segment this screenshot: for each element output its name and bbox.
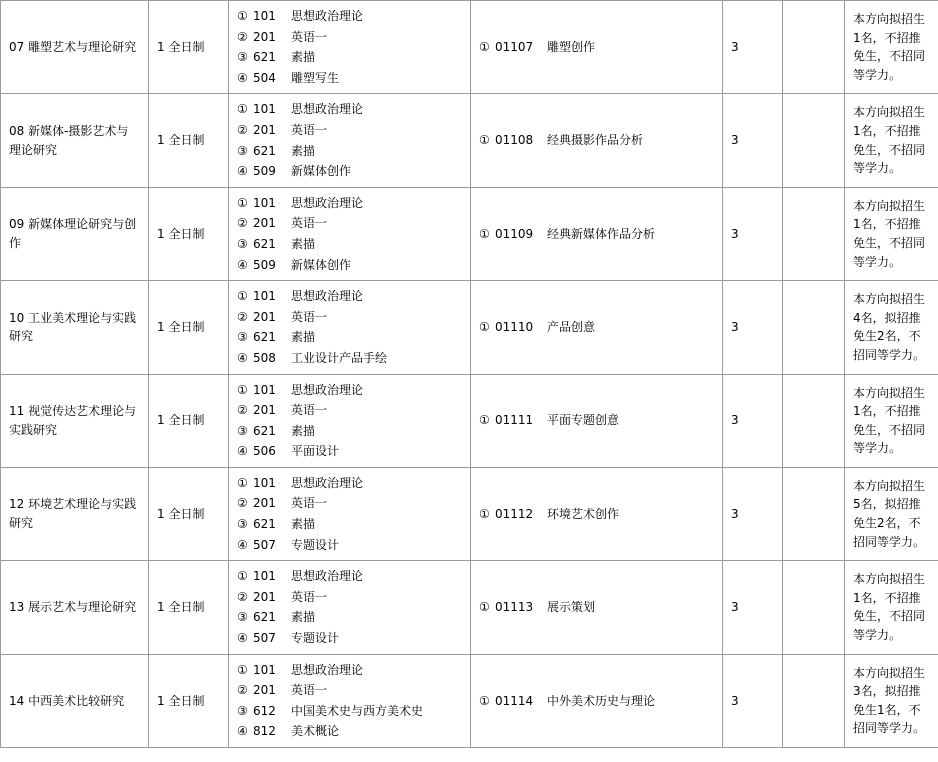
spacer-cell bbox=[783, 187, 845, 280]
subject-item bbox=[237, 536, 462, 555]
subject-name: 思想政治理论 bbox=[291, 475, 364, 490]
subject-code: 101 bbox=[253, 662, 276, 677]
retest-item bbox=[479, 598, 714, 617]
table-body bbox=[1, 1, 938, 748]
subject-code: 812 bbox=[253, 724, 276, 739]
table-row bbox=[1, 281, 938, 374]
retest-list bbox=[479, 411, 714, 430]
subject-item bbox=[237, 28, 462, 47]
subject-list bbox=[237, 381, 462, 461]
remark-cell: 本方向拟招生1名，不招推免生，不招同等学力。 bbox=[845, 187, 938, 280]
research-direction-cell: 09 新媒体理论研究与创作 bbox=[1, 187, 149, 280]
subject-code: 509 bbox=[253, 257, 276, 272]
subject-marker: ② bbox=[237, 589, 248, 604]
subject-item bbox=[237, 7, 462, 26]
subject-item bbox=[237, 567, 462, 586]
subject-name: 素描 bbox=[291, 236, 316, 251]
spacer-cell bbox=[783, 94, 845, 187]
subject-marker: ② bbox=[237, 496, 248, 511]
subject-marker: ① bbox=[237, 102, 248, 117]
initial-exam-subjects-cell bbox=[229, 561, 471, 654]
subject-code: 621 bbox=[253, 423, 276, 438]
initial-exam-subjects-cell bbox=[229, 94, 471, 187]
subject-marker: ① bbox=[237, 289, 248, 304]
subject-name: 思想政治理论 bbox=[291, 569, 364, 584]
planned-enrollment-cell: 3 bbox=[723, 561, 783, 654]
initial-exam-subjects-cell bbox=[229, 654, 471, 747]
remark-cell: 本方向拟招生3名，拟招推免生1名，不招同等学力。 bbox=[845, 654, 938, 747]
spacer-cell bbox=[783, 374, 845, 467]
subject-item bbox=[237, 474, 462, 493]
table-row bbox=[1, 561, 938, 654]
subject-name: 素描 bbox=[291, 517, 316, 532]
subject-item bbox=[237, 494, 462, 513]
study-mode-cell: 1 全日制 bbox=[149, 654, 229, 747]
subject-marker: ④ bbox=[237, 350, 248, 365]
initial-exam-subjects-cell bbox=[229, 281, 471, 374]
retest-subjects-cell bbox=[471, 281, 723, 374]
subject-name: 英语一 bbox=[291, 496, 328, 511]
subject-item bbox=[237, 515, 462, 534]
subject-marker: ③ bbox=[237, 236, 248, 251]
retest-code: 01111 bbox=[495, 413, 534, 428]
table-row bbox=[1, 374, 938, 467]
subject-item bbox=[237, 661, 462, 680]
subject-code: 201 bbox=[253, 122, 276, 137]
retest-code: 01112 bbox=[495, 506, 534, 521]
subject-list bbox=[237, 474, 462, 554]
subject-list bbox=[237, 7, 462, 87]
subject-code: 621 bbox=[253, 610, 276, 625]
subject-item bbox=[237, 256, 462, 275]
subject-item bbox=[237, 401, 462, 420]
retest-subjects-cell bbox=[471, 187, 723, 280]
table-row bbox=[1, 1, 938, 94]
subject-item bbox=[237, 722, 462, 741]
research-direction-cell: 11 视觉传达艺术理论与实践研究 bbox=[1, 374, 149, 467]
subject-item bbox=[237, 349, 462, 368]
subject-name: 素描 bbox=[291, 330, 316, 345]
study-mode-cell: 1 全日制 bbox=[149, 94, 229, 187]
retest-item bbox=[479, 318, 714, 337]
retest-item bbox=[479, 505, 714, 524]
subject-code: 201 bbox=[253, 683, 276, 698]
subject-name: 思想政治理论 bbox=[291, 289, 364, 304]
remark-cell: 本方向拟招生4名，拟招推免生2名，不招同等学力。 bbox=[845, 281, 938, 374]
retest-code: 01110 bbox=[495, 320, 534, 335]
subject-marker: ③ bbox=[237, 330, 248, 345]
subject-item bbox=[237, 235, 462, 254]
retest-name: 环境艺术创作 bbox=[547, 506, 620, 521]
retest-subjects-cell bbox=[471, 94, 723, 187]
subject-marker: ② bbox=[237, 309, 248, 324]
subject-name: 素描 bbox=[291, 423, 316, 438]
subject-marker: ④ bbox=[237, 631, 248, 646]
subject-item bbox=[237, 142, 462, 161]
subject-marker: ③ bbox=[237, 50, 248, 65]
retest-item bbox=[479, 225, 714, 244]
subject-name: 英语一 bbox=[291, 589, 328, 604]
planned-enrollment-cell: 3 bbox=[723, 467, 783, 560]
retest-list bbox=[479, 318, 714, 337]
subject-code: 507 bbox=[253, 631, 276, 646]
spacer-cell bbox=[783, 654, 845, 747]
subject-marker: ④ bbox=[237, 257, 248, 272]
subject-code: 621 bbox=[253, 236, 276, 251]
subject-name: 中国美术史与西方美术史 bbox=[291, 703, 424, 718]
planned-enrollment-cell: 3 bbox=[723, 281, 783, 374]
remark-cell: 本方向拟招生1名，不招推免生，不招同等学力。 bbox=[845, 1, 938, 94]
subject-code: 101 bbox=[253, 9, 276, 23]
subject-item bbox=[237, 308, 462, 327]
subject-code: 201 bbox=[253, 496, 276, 511]
subject-name: 英语一 bbox=[291, 122, 328, 137]
table-row bbox=[1, 187, 938, 280]
subject-name: 专题设计 bbox=[291, 537, 340, 552]
subject-name: 思想政治理论 bbox=[291, 382, 364, 397]
spacer-cell bbox=[783, 1, 845, 94]
subject-code: 612 bbox=[253, 703, 276, 718]
subject-marker: ② bbox=[237, 29, 248, 44]
subject-marker: ① bbox=[237, 662, 248, 677]
retest-name: 平面专题创意 bbox=[547, 413, 620, 428]
subject-list bbox=[237, 567, 462, 647]
subject-item bbox=[237, 100, 462, 119]
subject-name: 思想政治理论 bbox=[291, 195, 364, 210]
initial-exam-subjects-cell bbox=[229, 1, 471, 94]
retest-item bbox=[479, 411, 714, 430]
subject-marker: ③ bbox=[237, 610, 248, 625]
initial-exam-subjects-cell bbox=[229, 467, 471, 560]
retest-item bbox=[479, 692, 714, 711]
retest-list bbox=[479, 692, 714, 711]
planned-enrollment-cell: 3 bbox=[723, 654, 783, 747]
subject-marker: ① bbox=[237, 9, 248, 23]
subject-code: 621 bbox=[253, 517, 276, 532]
remark-cell: 本方向拟招生5名，拟招推免生2名，不招同等学力。 bbox=[845, 467, 938, 560]
planned-enrollment-cell: 3 bbox=[723, 187, 783, 280]
retest-subjects-cell bbox=[471, 561, 723, 654]
spacer-cell bbox=[783, 281, 845, 374]
retest-marker: ① bbox=[479, 693, 490, 708]
planned-enrollment-cell: 3 bbox=[723, 374, 783, 467]
subject-name: 平面设计 bbox=[291, 444, 340, 459]
subject-marker: ① bbox=[237, 195, 248, 210]
table-row bbox=[1, 94, 938, 187]
study-mode-cell: 1 全日制 bbox=[149, 467, 229, 560]
subject-name: 英语一 bbox=[291, 309, 328, 324]
retest-code: 01114 bbox=[495, 693, 534, 708]
subject-name: 新媒体创作 bbox=[291, 257, 352, 272]
retest-list bbox=[479, 38, 714, 57]
subject-item bbox=[237, 69, 462, 88]
planned-enrollment-cell: 3 bbox=[723, 1, 783, 94]
retest-list bbox=[479, 505, 714, 524]
retest-marker: ① bbox=[479, 600, 490, 615]
subject-marker: ④ bbox=[237, 724, 248, 739]
retest-name: 经典摄影作品分析 bbox=[547, 133, 644, 148]
subject-item bbox=[237, 629, 462, 648]
subject-marker: ① bbox=[237, 382, 248, 397]
subject-name: 思想政治理论 bbox=[291, 662, 364, 677]
study-mode-cell: 1 全日制 bbox=[149, 561, 229, 654]
subject-list bbox=[237, 661, 462, 741]
research-direction-cell: 07 雕塑艺术与理论研究 bbox=[1, 1, 149, 94]
subject-name: 思想政治理论 bbox=[291, 9, 364, 23]
subject-code: 509 bbox=[253, 164, 276, 179]
subject-code: 101 bbox=[253, 289, 276, 304]
study-mode-cell: 1 全日制 bbox=[149, 1, 229, 94]
study-mode-cell: 1 全日制 bbox=[149, 281, 229, 374]
subject-marker: ① bbox=[237, 569, 248, 584]
subject-name: 雕塑写生 bbox=[291, 70, 340, 85]
planned-enrollment-cell: 3 bbox=[723, 94, 783, 187]
subject-name: 英语一 bbox=[291, 683, 328, 698]
subject-code: 101 bbox=[253, 475, 276, 490]
subject-code: 508 bbox=[253, 350, 276, 365]
retest-subjects-cell bbox=[471, 467, 723, 560]
subject-item bbox=[237, 194, 462, 213]
subject-name: 工业设计产品手绘 bbox=[291, 350, 388, 365]
subject-item bbox=[237, 287, 462, 306]
subject-code: 506 bbox=[253, 444, 276, 459]
subject-item bbox=[237, 442, 462, 461]
subject-marker: ③ bbox=[237, 423, 248, 438]
subject-name: 新媒体创作 bbox=[291, 164, 352, 179]
retest-item bbox=[479, 38, 714, 57]
initial-exam-subjects-cell bbox=[229, 374, 471, 467]
subject-item bbox=[237, 608, 462, 627]
subject-item bbox=[237, 162, 462, 181]
subject-item bbox=[237, 422, 462, 441]
subject-code: 621 bbox=[253, 330, 276, 345]
retest-name: 中外美术历史与理论 bbox=[547, 693, 656, 708]
spacer-cell bbox=[783, 561, 845, 654]
subject-code: 101 bbox=[253, 382, 276, 397]
subject-item bbox=[237, 121, 462, 140]
table-row bbox=[1, 654, 938, 747]
subject-code: 201 bbox=[253, 589, 276, 604]
subject-marker: ② bbox=[237, 683, 248, 698]
retest-name: 展示策划 bbox=[547, 600, 596, 615]
retest-list bbox=[479, 598, 714, 617]
subject-list bbox=[237, 194, 462, 274]
subject-name: 英语一 bbox=[291, 403, 328, 418]
subject-marker: ② bbox=[237, 122, 248, 137]
subject-name: 素描 bbox=[291, 610, 316, 625]
subject-code: 101 bbox=[253, 569, 276, 584]
retest-list bbox=[479, 131, 714, 150]
subject-item bbox=[237, 48, 462, 67]
subject-name: 美术概论 bbox=[291, 724, 340, 739]
subject-code: 101 bbox=[253, 195, 276, 210]
subject-item bbox=[237, 588, 462, 607]
subject-list bbox=[237, 287, 462, 367]
initial-exam-subjects-cell bbox=[229, 187, 471, 280]
subject-code: 621 bbox=[253, 50, 276, 65]
subject-code: 621 bbox=[253, 143, 276, 158]
subject-marker: ④ bbox=[237, 164, 248, 179]
retest-marker: ① bbox=[479, 320, 490, 335]
retest-marker: ① bbox=[479, 226, 490, 241]
subject-marker: ③ bbox=[237, 517, 248, 532]
subject-item bbox=[237, 381, 462, 400]
subject-item bbox=[237, 702, 462, 721]
research-direction-cell: 13 展示艺术与理论研究 bbox=[1, 561, 149, 654]
subject-marker: ③ bbox=[237, 143, 248, 158]
retest-code: 01108 bbox=[495, 133, 534, 148]
subject-marker: ④ bbox=[237, 444, 248, 459]
remark-cell: 本方向拟招生1名，不招推免生，不招同等学力。 bbox=[845, 561, 938, 654]
research-direction-cell: 14 中西美术比较研究 bbox=[1, 654, 149, 747]
subject-marker: ② bbox=[237, 216, 248, 231]
spacer-cell bbox=[783, 467, 845, 560]
subject-code: 201 bbox=[253, 216, 276, 231]
remark-cell: 本方向拟招生1名，不招推免生，不招同等学力。 bbox=[845, 374, 938, 467]
retest-name: 产品创意 bbox=[547, 320, 596, 335]
subject-code: 507 bbox=[253, 537, 276, 552]
retest-subjects-cell bbox=[471, 1, 723, 94]
retest-marker: ① bbox=[479, 133, 490, 148]
subject-code: 101 bbox=[253, 102, 276, 117]
study-mode-cell: 1 全日制 bbox=[149, 374, 229, 467]
subject-item bbox=[237, 214, 462, 233]
research-direction-cell: 12 环境艺术理论与实践研究 bbox=[1, 467, 149, 560]
research-direction-cell: 08 新媒体-摄影艺术与理论研究 bbox=[1, 94, 149, 187]
subject-item bbox=[237, 681, 462, 700]
subject-marker: ① bbox=[237, 475, 248, 490]
subject-marker: ③ bbox=[237, 703, 248, 718]
retest-subjects-cell bbox=[471, 654, 723, 747]
subject-name: 英语一 bbox=[291, 216, 328, 231]
subject-marker: ② bbox=[237, 403, 248, 418]
remark-cell: 本方向拟招生1名，不招推免生，不招同等学力。 bbox=[845, 94, 938, 187]
retest-marker: ① bbox=[479, 39, 490, 54]
study-mode-cell: 1 全日制 bbox=[149, 187, 229, 280]
subject-name: 素描 bbox=[291, 143, 316, 158]
retest-name: 经典新媒体作品分析 bbox=[547, 226, 656, 241]
retest-marker: ① bbox=[479, 413, 490, 428]
table-row bbox=[1, 467, 938, 560]
subject-item bbox=[237, 328, 462, 347]
subject-code: 201 bbox=[253, 403, 276, 418]
retest-name: 雕塑创作 bbox=[547, 39, 596, 54]
subject-marker: ④ bbox=[237, 537, 248, 552]
subject-name: 素描 bbox=[291, 50, 316, 65]
retest-marker: ① bbox=[479, 506, 490, 521]
subject-code: 201 bbox=[253, 309, 276, 324]
subject-code: 504 bbox=[253, 70, 276, 85]
subject-marker: ④ bbox=[237, 70, 248, 85]
subject-name: 专题设计 bbox=[291, 631, 340, 646]
retest-code: 01109 bbox=[495, 226, 534, 241]
research-direction-cell: 10 工业美术理论与实践研究 bbox=[1, 281, 149, 374]
subject-code: 201 bbox=[253, 29, 276, 44]
retest-subjects-cell bbox=[471, 374, 723, 467]
subject-name: 英语一 bbox=[291, 29, 328, 44]
retest-item bbox=[479, 131, 714, 150]
retest-list bbox=[479, 225, 714, 244]
retest-code: 01107 bbox=[495, 39, 534, 54]
retest-code: 01113 bbox=[495, 600, 534, 615]
subject-list bbox=[237, 100, 462, 180]
subject-name: 思想政治理论 bbox=[291, 102, 364, 117]
